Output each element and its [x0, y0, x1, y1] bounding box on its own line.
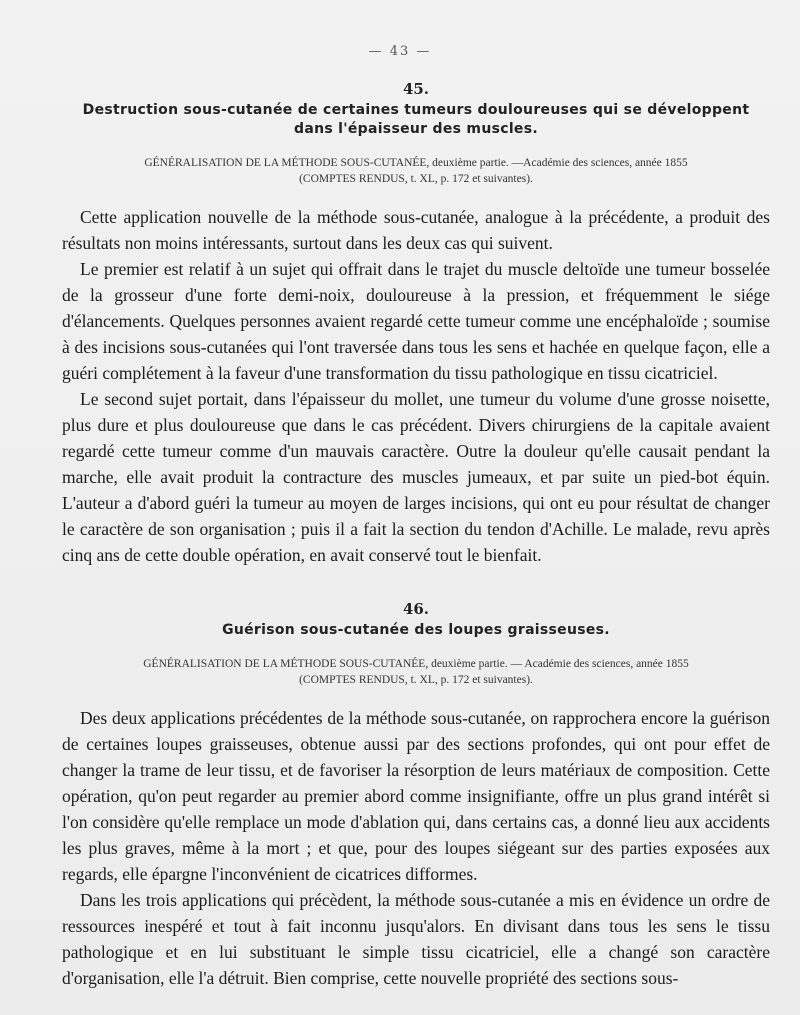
paragraph: Des deux applications précédentes de la méthode sous-cutanée, on rapprochera encore la guérison de certaines loupes graisseuses, obtenue aussi par des sections profondes, qui ont pour effet de changer la trame de leur tissu, et de favoriser la résorption de leurs matériaux de composition. Cette opération, qu'on peut regarder au premier abord comme insignifiante, offre un plus grand intérêt si l'on considère qu'elle remplace un mode d'ablation qui, dans certains cas, a donné lieu aux accidents les plus graves, même à la mort ; et que, pour des loupes siégeant sur des parties exposées aux regards, elle épargne l'inconvénient de cicatrices difformes.: [62, 708, 770, 884]
section-45-header: [62, 80, 770, 187]
reference-line: (COMPTES RENDUS, t. XL, p. 172 et suivantes).: [299, 674, 533, 686]
section-number: 46.: [402, 600, 430, 618]
paragraph: Le second sujet portait, dans l'épaisseur du mollet, une tumeur du volume d'une grosse noisette, plus dure et plus douloureuse que dans le cas précédent. Divers chirurgiens de la capitale avaient regardé cette tumeur comme d'un mauvais caractère. Outre la douleur qu'elle causait pendant la marche, elle avait produit la contracture des muscles jumeaux, et par suite un pied-bot équin. L'auteur a d'abord guéri la tumeur au moyen de larges incisions, qui ont eu pour résultat de changer le caractère de son organisation ; puis il a fait la section du tendon d'Achille. Le malade, revu après cinq ans de cette double opération, en avait conservé tout le bienfait.: [62, 389, 770, 565]
reference-line: GÉNÉRALISATION DE LA MÉTHODE SOUS-CUTANÉE, deuxième partie. —Académie des sciences, année 1855: [144, 157, 688, 169]
closing-body: [62, 887, 770, 991]
page-number: — 43 —: [368, 44, 432, 59]
paragraph: Dans les trois applications qui précèdent, la méthode sous-cutanée a mis en évidence un ordre de ressources inespéré et tout à fait inconnu jusqu'alors. En divisant dans tous les sens le tissu pathologique et en lui substituant le simple tissu cicatriciel, elle a changé son caractère d'organisation, elle l'a détruit. Bien comprise, cette nouvelle propriété des sections sous-: [62, 890, 770, 988]
reference-line: GÉNÉRALISATION DE LA MÉTHODE SOUS-CUTANÉE, deuxième partie. — Académie des sciences, année 1855: [143, 658, 689, 670]
section-45-body: [62, 204, 770, 568]
paragraph: Le premier est relatif à un sujet qui offrait dans le trajet du muscle deltoïde une tumeur bosselée de la grosseur d'une forte demi-noix, douloureuse à la pression, et fréquemment le siége d'élancements. Quelques personnes avaient regardé cette tumeur comme une encéphaloïde ; soumise à des incisions sous-cutanées qui l'ont traversée dans tous les sens et hachée en quelque façon, elle a guéri complétement à la faveur d'une transformation du tissu pathologique en tissu cicatriciel.: [62, 259, 770, 383]
reference-line: (COMPTES RENDUS, t. XL, p. 172 et suivantes).: [299, 173, 533, 185]
section-title-line: Destruction sous-cutanée de certaines tumeurs douloureuses qui se développent: [82, 102, 750, 118]
section-title: Guérison sous-cutanée des loupes graisseuses.: [222, 622, 610, 638]
section-46-header: [62, 600, 770, 688]
bibliographic-reference: [62, 656, 770, 688]
bibliographic-reference: [62, 155, 770, 187]
section-title-line: dans l'épaisseur des muscles.: [294, 121, 538, 137]
section-46-body: [62, 705, 770, 887]
paragraph: Cette application nouvelle de la méthode sous-cutanée, analogue à la précédente, a produit des résultats non moins intéressants, surtout dans les deux cas qui suivent.: [62, 207, 770, 253]
section-title: [62, 101, 770, 139]
section-number: 45.: [402, 80, 430, 98]
